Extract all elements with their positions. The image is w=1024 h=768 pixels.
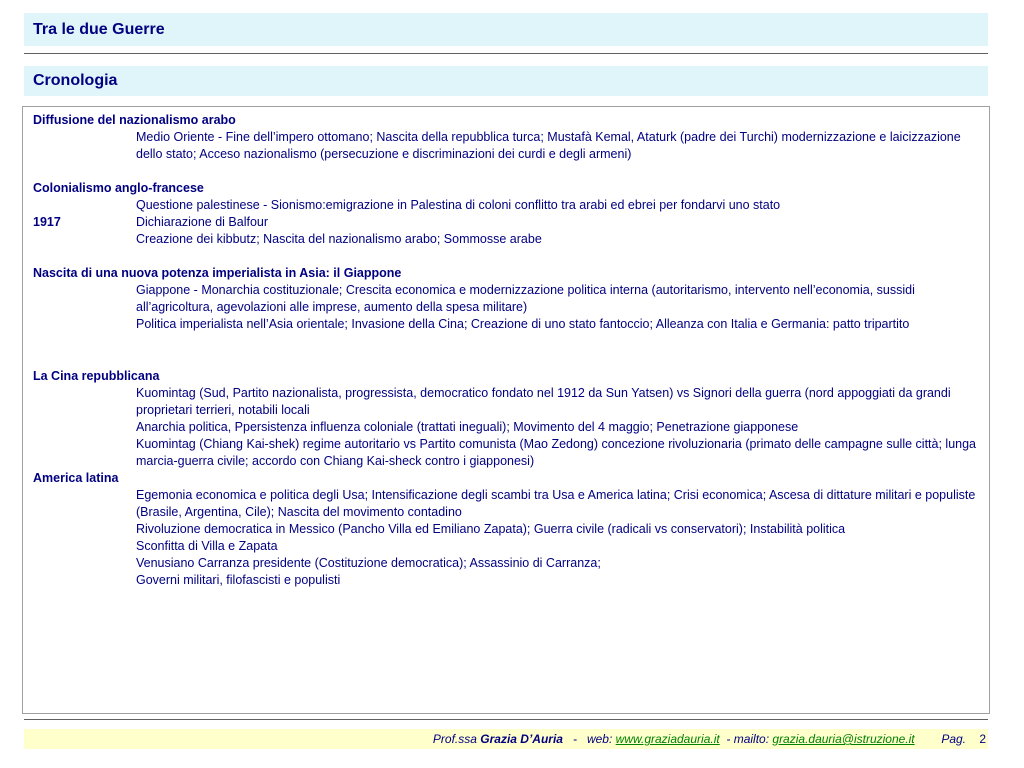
header-divider bbox=[24, 53, 988, 54]
entry-text: Politica imperialista nell’Asia orientale; Invasione della Cina; Creazione di uno stato fantoccio; Alleanza con Italia e Germania: patto tripartito bbox=[136, 317, 910, 331]
footer-mail-label: - mailto: bbox=[719, 732, 773, 746]
dated-entry bbox=[33, 214, 979, 231]
entry-text: Venusiano Carranza presidente (Costituzione democratica); Assassinio di Carranza; bbox=[136, 556, 601, 570]
website-link[interactable]: www.graziadauria.it bbox=[615, 732, 720, 746]
entry-text: Dichiarazione di Balfour bbox=[136, 215, 269, 229]
entry-text: Giappone - Monarchia costituzionale; Crescita economica e modernizzazione politica interna (autoritarismo, intervento nell’economia, sussidi all’agricoltura, agevolazioni alle imprese, aumento della spesa militare) bbox=[136, 283, 915, 314]
footer-page-label: Pag. bbox=[914, 732, 966, 746]
section-heading: Colonialismo anglo-francese bbox=[33, 181, 204, 195]
section-nazionalismo-arabo bbox=[33, 112, 979, 163]
content-box bbox=[22, 106, 990, 714]
footer-bar bbox=[24, 729, 988, 749]
slide-title: Tra le due Guerre bbox=[33, 21, 165, 38]
entry-text: Medio Oriente - Fine dell’impero ottomano; Nascita della repubblica turca; Mustafà Kemal, Ataturk (padre dei Turchi) modernizzazione e laicizzazione dello stato; Acceso nazionalismo (persecuzione e discriminazioni dei curdi e degli armeni) bbox=[136, 130, 961, 161]
section-heading: America latina bbox=[33, 471, 119, 485]
footer-prefix: Prof.ssa bbox=[432, 732, 481, 746]
entry-text: Anarchia politica, Ppersistenza influenza coloniale (trattati ineguali); Movimento del 4 maggio; Penetrazione giapponese bbox=[136, 420, 799, 434]
section-title: Cronologia bbox=[33, 72, 118, 89]
footer-credits bbox=[433, 729, 966, 749]
section-title-band bbox=[24, 66, 988, 96]
section-heading: Nascita di una nuova potenza imperialista in Asia: il Giappone bbox=[33, 266, 402, 280]
footer-divider bbox=[24, 719, 988, 720]
entry-text: Rivoluzione democratica in Messico (Pancho Villa ed Emiliano Zapata); Guerra civile (radicali vs conservatori); Instabilità politica bbox=[136, 522, 846, 536]
section-colonialismo bbox=[33, 180, 979, 248]
email-link[interactable]: grazia.dauria@istruzione.it bbox=[772, 732, 915, 746]
section-america-latina bbox=[33, 470, 979, 589]
slide-title-band bbox=[24, 13, 988, 46]
entry-text: Kuomintag (Chiang Kai-shek) regime autoritario vs Partito comunista (Mao Zedong) concezione rivoluzionaria (primato delle campagne sulle città; lunga marcia-guerra civile; accordo con Chiang Kai-sheck contro i giapponesi) bbox=[136, 437, 976, 468]
entry-text: Creazione dei kibbutz; Nascita del nazionalismo arabo; Sommosse arabe bbox=[136, 232, 542, 246]
page-number: 2 bbox=[979, 732, 986, 746]
entry-date: 1917 bbox=[33, 215, 61, 229]
footer-web-label: - web: bbox=[562, 732, 616, 746]
entry-text: Egemonia economica e politica degli Usa; Intensificazione degli scambi tra Usa e America latina; Crisi economica; Ascesa di dittature militari e populiste (Brasile, Argentina, Cile); Nascita del movimento contadino bbox=[136, 488, 976, 519]
section-cina bbox=[33, 368, 979, 470]
entry-text: Governi militari, filofascisti e populisti bbox=[136, 573, 341, 587]
entry-text: Sconfitta di Villa e Zapata bbox=[136, 539, 278, 553]
footer-author: Grazia D’Auria bbox=[480, 732, 563, 746]
entry-text: Questione palestinese - Sionismo:emigrazione in Palestina di coloni conflitto tra arabi ed ebrei per fondarvi uno stato bbox=[136, 198, 781, 212]
section-giappone bbox=[33, 265, 979, 333]
section-heading: La Cina repubblicana bbox=[33, 369, 160, 383]
section-heading: Diffusione del nazionalismo arabo bbox=[33, 113, 236, 127]
entry-text: Kuomintag (Sud, Partito nazionalista, progressista, democratico fondato nel 1912 da Sun Yatsen) vs Signori della guerra (nord appoggiati da grandi proprietari terrieri, notabili locali bbox=[136, 386, 951, 417]
